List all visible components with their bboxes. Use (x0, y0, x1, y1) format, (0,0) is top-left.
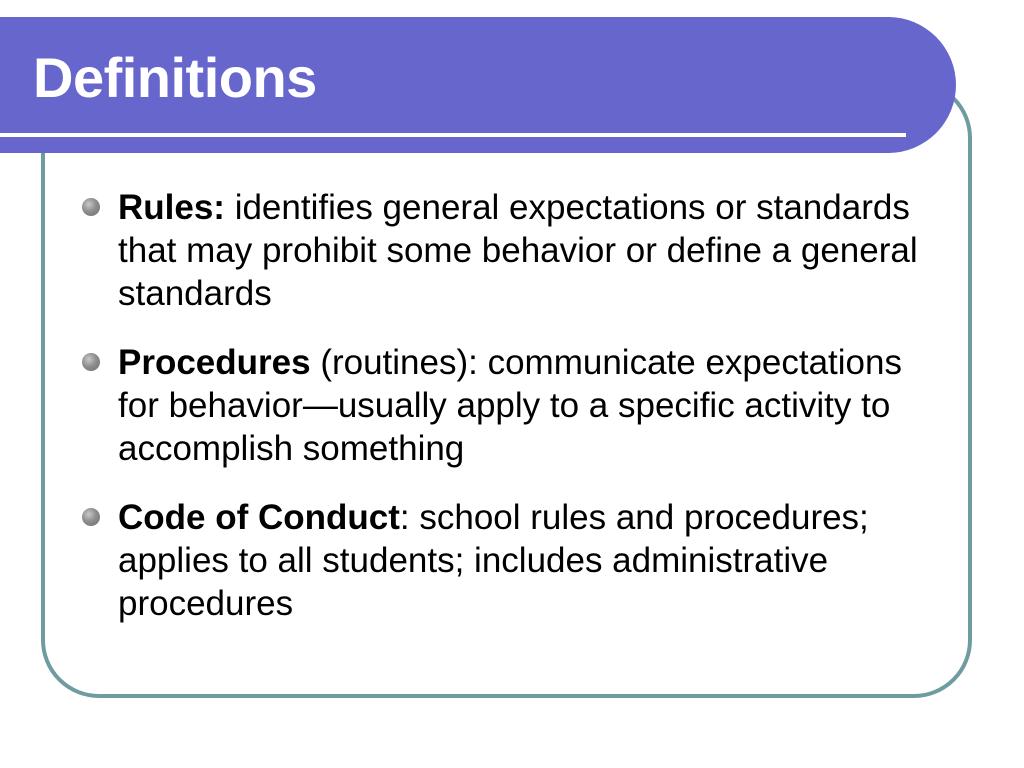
bullet-item-rules (80, 186, 940, 315)
title-underline (0, 133, 906, 137)
slide-title: Definitions (33, 46, 317, 109)
bullet-term: Rules: (118, 188, 225, 227)
bullet-term: Code of Conduct (118, 498, 400, 537)
bullet-item-procedures (80, 341, 940, 470)
bullet-dot-icon (82, 508, 100, 526)
bullet-item-code-of-conduct (80, 496, 940, 625)
bullet-definition: (routines): communicate expectations for behavior—usually apply to a specific activity to accomplish something (118, 343, 902, 468)
bullet-list (80, 186, 940, 651)
bullet-definition: : school rules and procedures; applies to all students; includes administrative procedures (118, 498, 869, 623)
bullet-dot-icon (82, 198, 100, 216)
bullet-dot-icon (82, 353, 100, 371)
bullet-term: Procedures (118, 343, 311, 382)
bullet-definition: identifies general expectations or standards that may prohibit some behavior or define a general standards (118, 188, 918, 313)
